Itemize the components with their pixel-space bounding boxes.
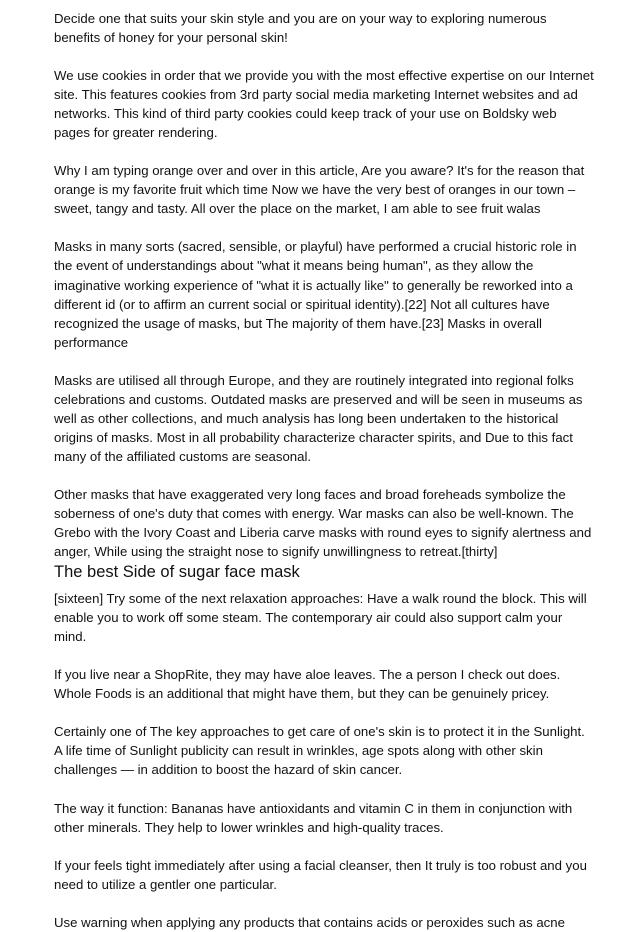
paragraph-warning: Use warning when applying any products that contains acids or peroxides such as acne [54, 914, 565, 930]
paragraph-sunlight: Certainly one of The key approaches to get care of one's skin is to protect it in the Sunlight. A life time of Sunlight publicity can result in wrinkles, age spots along with other skin challenges — in addition to boost the hazard of skin cancer. [54, 724, 585, 778]
paragraph-orange: Why I am typing orange over and over in this article, Are you aware? It's for the reason that orange is my favorite fruit which time Now we have the very best of oranges in our town – sweet, tangy and tasty. All over the place on the market, I am able to see fruit walas [54, 163, 585, 217]
paragraph-masks-history: Masks in many sorts (sacred, sensible, or playful) have performed a crucial historic role in the event of understandings about "what it means being human", as they allow the imaginative working experience of "what it is actually like" to generally be reworked into a different id (or to affirm an current social or spiritual identity).[22] Not all cultures have recognized the usage of masks, but The majority of them have.[23] Masks in overall performance [54, 239, 577, 350]
paragraph-masks-europe: Masks are utilised all through Europe, and they are routinely integrated into regional folks celebrations and customs. Outdated masks are preserved and will be seen in museums as well as other collections, and much analysis has long been undertaken to the historical origins of masks. Most in all probability characterize character spirits, and Due to this fact many of the affiliated customs are seasonal. [54, 372, 583, 464]
document-page [54, 9, 594, 932]
paragraph-relaxation: [sixteen] Try some of the next relaxation approaches: Have a walk round the block. This will enable you to work off some steam. The contemporary air could also support calm your mind. [54, 591, 587, 645]
paragraph-cleanser: If your feels tight immediately after using a facial cleanser, then It truly is too robust and you need to utilize a gentler one particular. [54, 857, 587, 892]
section-heading: The best Side of sugar face mask [54, 563, 300, 582]
paragraph-aloe: If you live near a ShopRite, they may have aloe leaves. The a person I check out does. Whole Foods is an additional that might have them, but they can be genuinely pricey. [54, 667, 561, 702]
paragraph-cookies-notice: We use cookies in order that we provide you with the most effective expertise on our Internet site. This features cookies from 3rd party social media marketing Internet websites and ad networks. This kind of third party cookies could keep track of your use on Boldsky web pages for greater rendering. [54, 68, 594, 141]
paragraph-bananas: The way it function: Bananas have antioxidants and vitamin C in them in conjunction with other minerals. They help to lower wrinkles and high-quality traces. [54, 800, 573, 835]
paragraph-masks-faces: Other masks that have exaggerated very long faces and broad foreheads symbolize the soberness of one's duty that comes with energy. War masks can also be well-known. The Grebo with the Ivory Coast and Liberia carve masks with round eyes to signify alertness and anger, While using the straight nose to signify unwillingness to retreat.[thirty] [54, 486, 592, 560]
paragraph-honey-benefits: Decide one that suits your skin style and you are on your way to exploring numerous benefits of honey for your personal skin! [54, 11, 547, 46]
